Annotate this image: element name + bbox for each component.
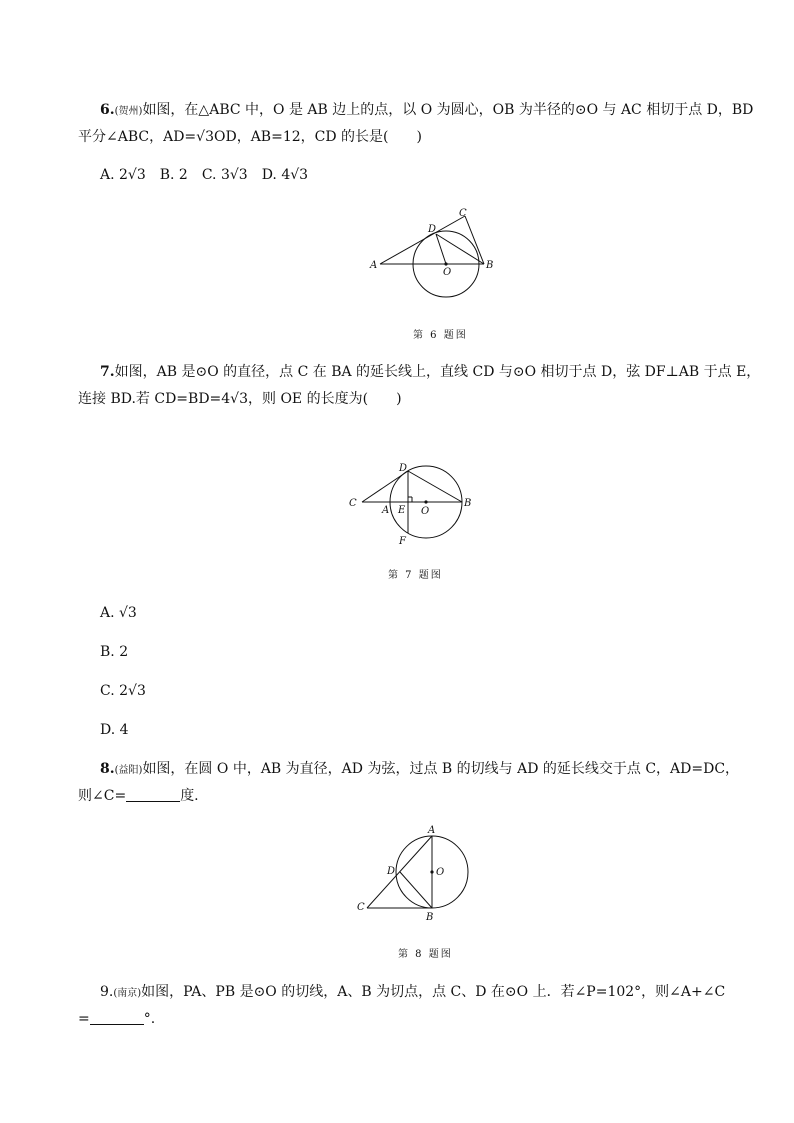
q7-number: 7. (100, 364, 115, 380)
q7-option-a: A. √3 (100, 605, 137, 621)
q7-line2 (78, 390, 402, 408)
q6-source: (贺州) (114, 106, 143, 117)
q9-line1 (100, 983, 725, 1003)
q7-close-paren: ) (396, 391, 402, 407)
q6-label-o: O (443, 267, 452, 278)
q8-center-dot (430, 870, 433, 873)
q7-text-line1: 如图，AB 是⊙O 的直径，点 C 在 BA 的延长线上，直线 CD 与⊙O 相切于点 D，弦 DF⊥AB 于点 E， (114, 364, 761, 380)
q8-answer-blank[interactable] (126, 787, 180, 802)
q6-figure (360, 200, 510, 305)
q7-text-line2: 连接 BD.若 CD=BD=4√3，则 OE 的长度为( (78, 391, 369, 407)
q8-line2 (78, 787, 199, 805)
q6-close-paren: ) (416, 129, 422, 145)
q8-label-c: C (357, 902, 365, 913)
q8-segment-db (400, 872, 432, 908)
q9-source: (南京) (113, 988, 142, 999)
q6-label-c: C (459, 208, 467, 219)
q7-label-b: B (464, 498, 472, 509)
q9-number: 9. (100, 984, 114, 1000)
q7-line1 (100, 363, 760, 381)
q7-option-c: C. 2√3 (100, 683, 146, 699)
q6-number: 6. (100, 102, 115, 118)
q7-label-c: C (349, 498, 357, 509)
q6-label-b: B (486, 260, 494, 271)
q9-answer-blank[interactable] (90, 1010, 144, 1025)
q6-caption: 第 6 题图 (413, 330, 468, 341)
q8-label-o: O (436, 867, 445, 878)
q9-text-line2-pre: = (78, 1011, 90, 1027)
q8-text-line1: 如图，在圆 O 中，AB 为直径，AD 为弦，过点 B 的切线与 AD 的延长线交于点 C，AD=DC， (142, 761, 740, 777)
q6-text-line1: 如图，在△ABC 中，O 是 AB 边上的点，以 O 为圆心，OB 为半径的⊙O 与 AC 相切于点 D，BD (142, 102, 754, 118)
q6-text-line2: 平分∠ABC，AD=√3OD，AB=12，CD 的长是( (78, 129, 389, 145)
q7-label-o: O (421, 506, 430, 517)
q9-text-line2-post: °. (143, 1011, 156, 1027)
q7-label-a: A (382, 505, 390, 516)
q7-option-b: B. 2 (100, 644, 129, 660)
q8-caption: 第 8 题图 (398, 949, 453, 960)
q6-options: A. 2√3 B. 2 C. 3√3 D. 4√3 (100, 167, 309, 183)
q7-segment-cd (362, 471, 408, 502)
q7-label-d: D (399, 463, 408, 474)
q8-text-line2-post: 度. (180, 788, 199, 804)
q7-figure (340, 456, 480, 551)
q9-text-line1: 如图，PA、PB 是⊙O 的切线，A、B 为切点，点 C、D 在⊙O 上．若∠P=102°，则∠A+∠C (141, 984, 726, 1000)
q6-segment-db (436, 234, 484, 264)
q7-center-dot (424, 500, 427, 503)
q7-caption: 第 7 题图 (388, 570, 443, 581)
q6-line2 (78, 128, 422, 146)
q8-source: (益阳) (114, 765, 143, 776)
q7-label-e: E (398, 505, 406, 516)
q8-number: 8. (100, 761, 115, 777)
q7-segment-db (408, 471, 462, 502)
q7-label-f: F (399, 536, 406, 547)
q8-label-a: A (428, 825, 436, 836)
q8-figure (350, 822, 480, 922)
q6-label-d: D (428, 224, 437, 235)
q6-segment-ac (380, 216, 465, 264)
q9-line2 (78, 1010, 155, 1028)
q6-segment-cb (465, 216, 484, 264)
q6-label-a: A (370, 260, 378, 271)
q6-segment-do (436, 234, 446, 264)
q6-line1 (100, 101, 753, 121)
q8-label-b: B (426, 912, 434, 922)
q7-option-d: D. 4 (100, 722, 129, 738)
q6-center-dot (444, 262, 447, 265)
q8-label-d: D (387, 866, 396, 877)
q8-text-line2-pre: 则∠C= (78, 788, 127, 804)
q8-line1 (100, 760, 739, 780)
